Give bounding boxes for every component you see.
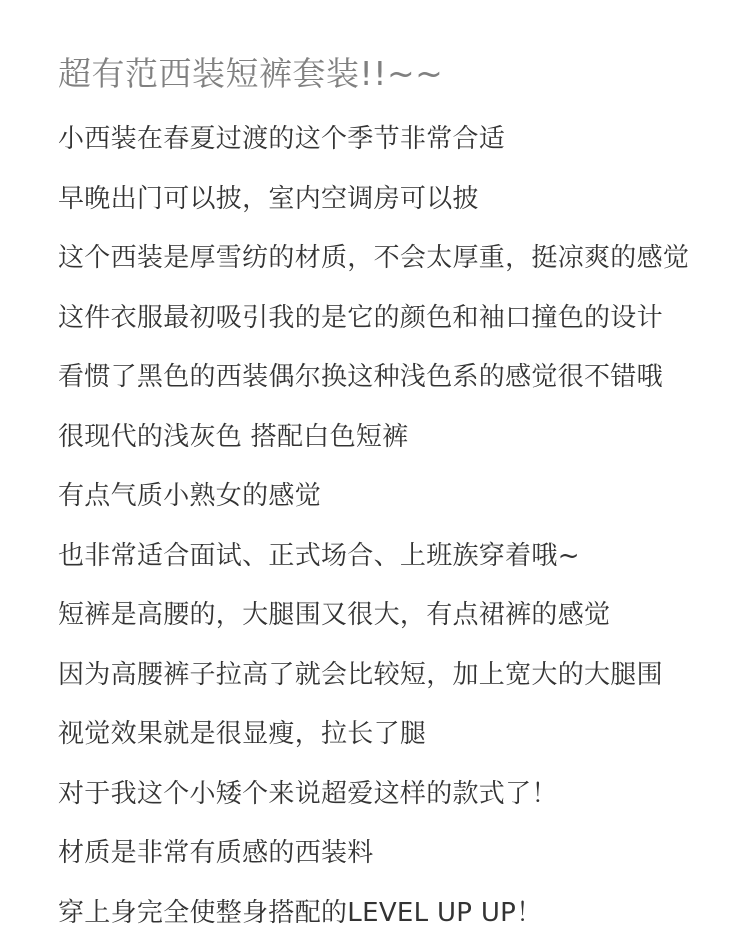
description-line: 很现代的浅灰色 搭配白色短裤 (58, 421, 409, 452)
description-line: 也非常适合面试、正式场合、上班族穿着哦~ (58, 540, 580, 571)
description-line: 早晚出门可以披，室内空调房可以披 (58, 183, 479, 214)
description-line: 看惯了黑色的西装偶尔换这种浅色系的感觉很不错哦 (58, 362, 663, 392)
description-line: 材质是非常有质感的西装料 (58, 838, 374, 868)
description-line: 穿上身完全使整身搭配的LEVEL UP UP！ (58, 897, 543, 928)
description-line: 这件衣服最初吸引我的是它的颜色和袖口撞色的设计 (58, 302, 663, 333)
description-line: 短裤是高腰的，大腿围又很大，有点裙裤的感觉 (58, 600, 611, 630)
description-line: 因为高腰裤子拉高了就会比较短，加上宽大的大腿围 (58, 659, 663, 690)
description-line: 对于我这个小矮个来说超爱这样的款式了！ (58, 778, 558, 809)
page-title: 超有范西装短裤套装!!~~ (58, 54, 444, 93)
description-line: 有点气质小熟女的感觉 (58, 481, 322, 511)
description-lines (58, 110, 689, 943)
description-line: 这个西装是厚雪纺的材质，不会太厚重，挺凉爽的感觉 (58, 243, 690, 273)
description-line: 视觉效果就是很显瘦，拉长了腿 (58, 719, 427, 749)
description-line: 小西装在春夏过渡的这个季节非常合适 (58, 124, 506, 154)
